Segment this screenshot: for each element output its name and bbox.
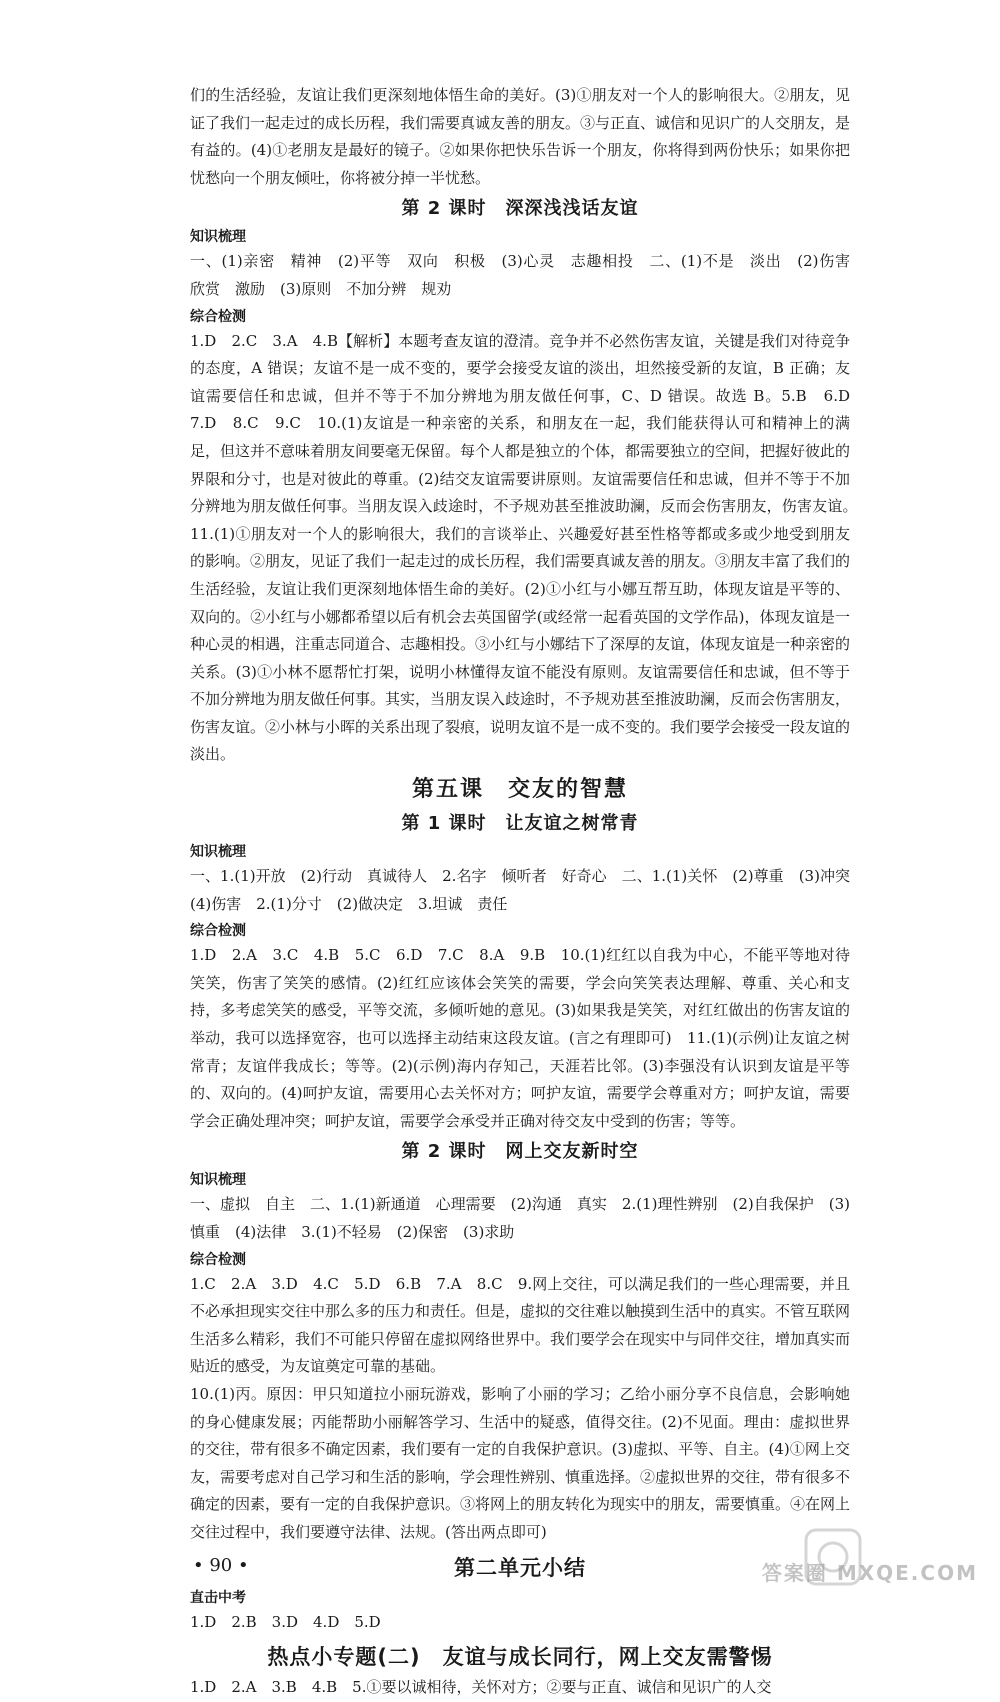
knowledge-label: 知识梳理 (190, 229, 246, 246)
section-title: 第 2 课时 深深浅浅话友谊 (401, 198, 639, 220)
watermark-text: 答案圈 MXQE.COM (761, 1561, 978, 1585)
exam-answers: 1.D 2.B 3.D 4.D 5.D (190, 1612, 381, 1631)
knowledge-label: 知识梳理 (190, 1172, 246, 1189)
exam-label: 直击中考 (190, 1589, 246, 1606)
exercise-answers: 1.D 2.C 3.A 4.B【解析】本题考查友谊的澄清。竞争并不必然伤害友谊，关键是我们对待竞争的态度，A 错误；友谊不是一成不变的，要学会接受友谊的淡出，坦然接受新的友谊，B 正确；友谊需要信任和忠诚，但并不等于不加分辨地为朋友做任何事，C、D 错误。故选 B。5.B 6.D 7.D 8.C 9.C 10.(1)友谊是一种亲密的关系，和朋友在一起，我们能获得认可和精神上的满足，但这并不意味着朋友间要毫无保留。每个人都是独立的个体，都需要独立的空间，把握好彼此的界限和分寸，也是对彼此的尊重。(2)结交友谊需要讲原则。友谊需要信任和忠诚，但并不等于不加分辨地为朋友做任何事。当朋友误入歧途时，不予规劝甚至推波助澜，反而会伤害朋友，伤害友谊。 11.(1)①朋友对一个人的影响很大，我们的言谈举止、兴趣爱好甚至性格等都或多或少地受到朋友的影响。②朋友，见证了我们一起走过的成长历程，我们需要真诚友善的朋友。③朋友丰富了我们的生活经验，友谊让我们更深刻地体悟生命的美好。(2)①小红与小娜互帮互助，体现友谊是平等的、双向的。②小红与小娜都希望以后有机会去英国留学(或经常一起看英国的文学作品)，体现友谊是一种心灵的相遇，注重志同道合、志趣相投。③小红与小娜结下了深厚的友谊，体现友谊是一种亲密的关系。(3)①小林不愿帮忙打架，说明小林懂得友谊不能没有原则。友谊需要信任和忠诚，但不等于不加分辨地为朋友做任何事。其实，当朋友误入歧途时，不予规劝甚至推波助澜，反而会伤害朋友，伤害友谊。②小林与小晖的关系出现了裂痕，说明友谊不是一成不变的。我们要学会接受一段友谊的淡出。 (190, 331, 866, 764)
exercise-label: 综合检测 (190, 308, 246, 325)
knowledge-answers: 一、1.(1)开放 (2)行动 真诚待人 2.名字 倾听者 好奇心 二、1.(1)关怀 (2)尊重 (3)冲突 (4)伤害 2.(1)分寸 (2)做决定 3.坦诚 责任 (190, 867, 866, 913)
hot-topic-answers: 1.D 2.A 3.B 4.B 5.①要以诚相待，关怀对方；②要与正直、诚信和见识广的人交 (190, 1678, 772, 1697)
intro-paragraph: 们的生活经验，友谊让我们更深刻地体悟生命的美好。(3)①朋友对一个人的影响很大。②朋友，见证了我们一起走过的成长历程，我们需要真诚友善的朋友。③与正直、诚信和见识广的人交朋友，是有益的。(4)①老朋友是最好的镜子。②如果你把快乐告诉一个朋友，你将得到两份快乐；如果你把忧愁向一个朋友倾吐，你将被分掉一半忧愁。 (190, 86, 851, 187)
exercise-label: 综合检测 (190, 1251, 246, 1268)
section-title: 第 1 课时 让友谊之树常青 (401, 813, 639, 835)
section-title: 第 2 课时 网上交友新时空 (401, 1141, 639, 1163)
knowledge-label: 知识梳理 (190, 844, 246, 861)
knowledge-answers: 一、虚拟 自主 二、1.(1)新通道 心理需要 (2)沟通 真实 2.(1)理性辨别 (2)自我保护 (3)慎重 (4)法律 3.(1)不轻易 (2)保密 (3)求助 (190, 1195, 850, 1241)
unit-summary-title: 第二单元小结 (454, 1555, 586, 1580)
page-number: • 90 • (193, 1555, 249, 1576)
knowledge-answers: 一、(1)亲密 精神 (2)平等 双向 积极 (3)心灵 志趣相投 二、(1)不是 淡出 (2)伤害 欣赏 激励 (3)原则 不加分辨 规劝 (190, 252, 866, 298)
exercise-answers: 1.C 2.A 3.D 4.C 5.D 6.B 7.A 8.C 9.网上交往，可以满足我们的一些心理需要，并且不必承担现实交往中那么多的压力和责任。但是，虚拟的交往难以触摸到生活中的真实。不管互联网生活多么精彩，我们不可能只停留在虚拟网络世界中。我们要学会在现实中与同伴交往，增加真实而贴近的感受，为友谊奠定可靠的基础。 (190, 1274, 851, 1376)
exercise-answers: 1.D 2.A 3.C 4.B 5.C 6.D 7.C 8.A 9.B 10.(1)红红以自我为中心，不能平等地对待笑笑，伤害了笑笑的感情。(2)红红应该体会笑笑的需要，学会向笑笑表达理解、尊重、关心和支持，多考虑笑笑的感受，平等交流，多倾听她的意见。(3)如果我是笑笑，对红红做出的伤害友谊的举动，我可以选择宽容，也可以选择主动结束这段友谊。(言之有理即可) 11.(1)(示例)让友谊之树常青；友谊伴我成长；等等。(2)(示例)海内存知己，天涯若比邻。(3)李强没有认识到友谊是平等的、双向的。(4)呵护友谊，需要用心去关怀对方；呵护友谊，需要学会尊重对方；呵护友谊，需要学会正确处理冲突；呵护友谊，需要学会承受并正确对待交友中受到的伤害；等等。 (190, 946, 850, 1130)
exercise-label: 综合检测 (190, 923, 246, 940)
exercise-answers-10: 10.(1)丙。原因：甲只知道拉小丽玩游戏，影响了小丽的学习；乙给小丽分享不良信息，会影响她的身心健康发展；丙能帮助小丽解答学习、生活中的疑惑，值得交往。(2)不见面。理由：虚拟世界的交往，带有很多不确定因素，我们要有一定的自我保护意识。(3)虚拟、平等、自主。(4)①网上交友，需要考虑对自己学习和生活的影响，学会理性辨别、慎重选择。②虚拟世界的交往，带有很多不确定的因素，要有一定的自我保护意识。③将网上的朋友转化为现实中的朋友，需要慎重。④在网上交往过程中，我们要遵守法律、法规。(答出两点即可) (190, 1384, 851, 1541)
answer-page (190, 82, 866, 1702)
hot-topic-title: 热点小专题(二) 友谊与成长同行，网上交友需警惕 (267, 1645, 773, 1670)
lesson-title: 第五课 交友的智慧 (411, 777, 628, 803)
